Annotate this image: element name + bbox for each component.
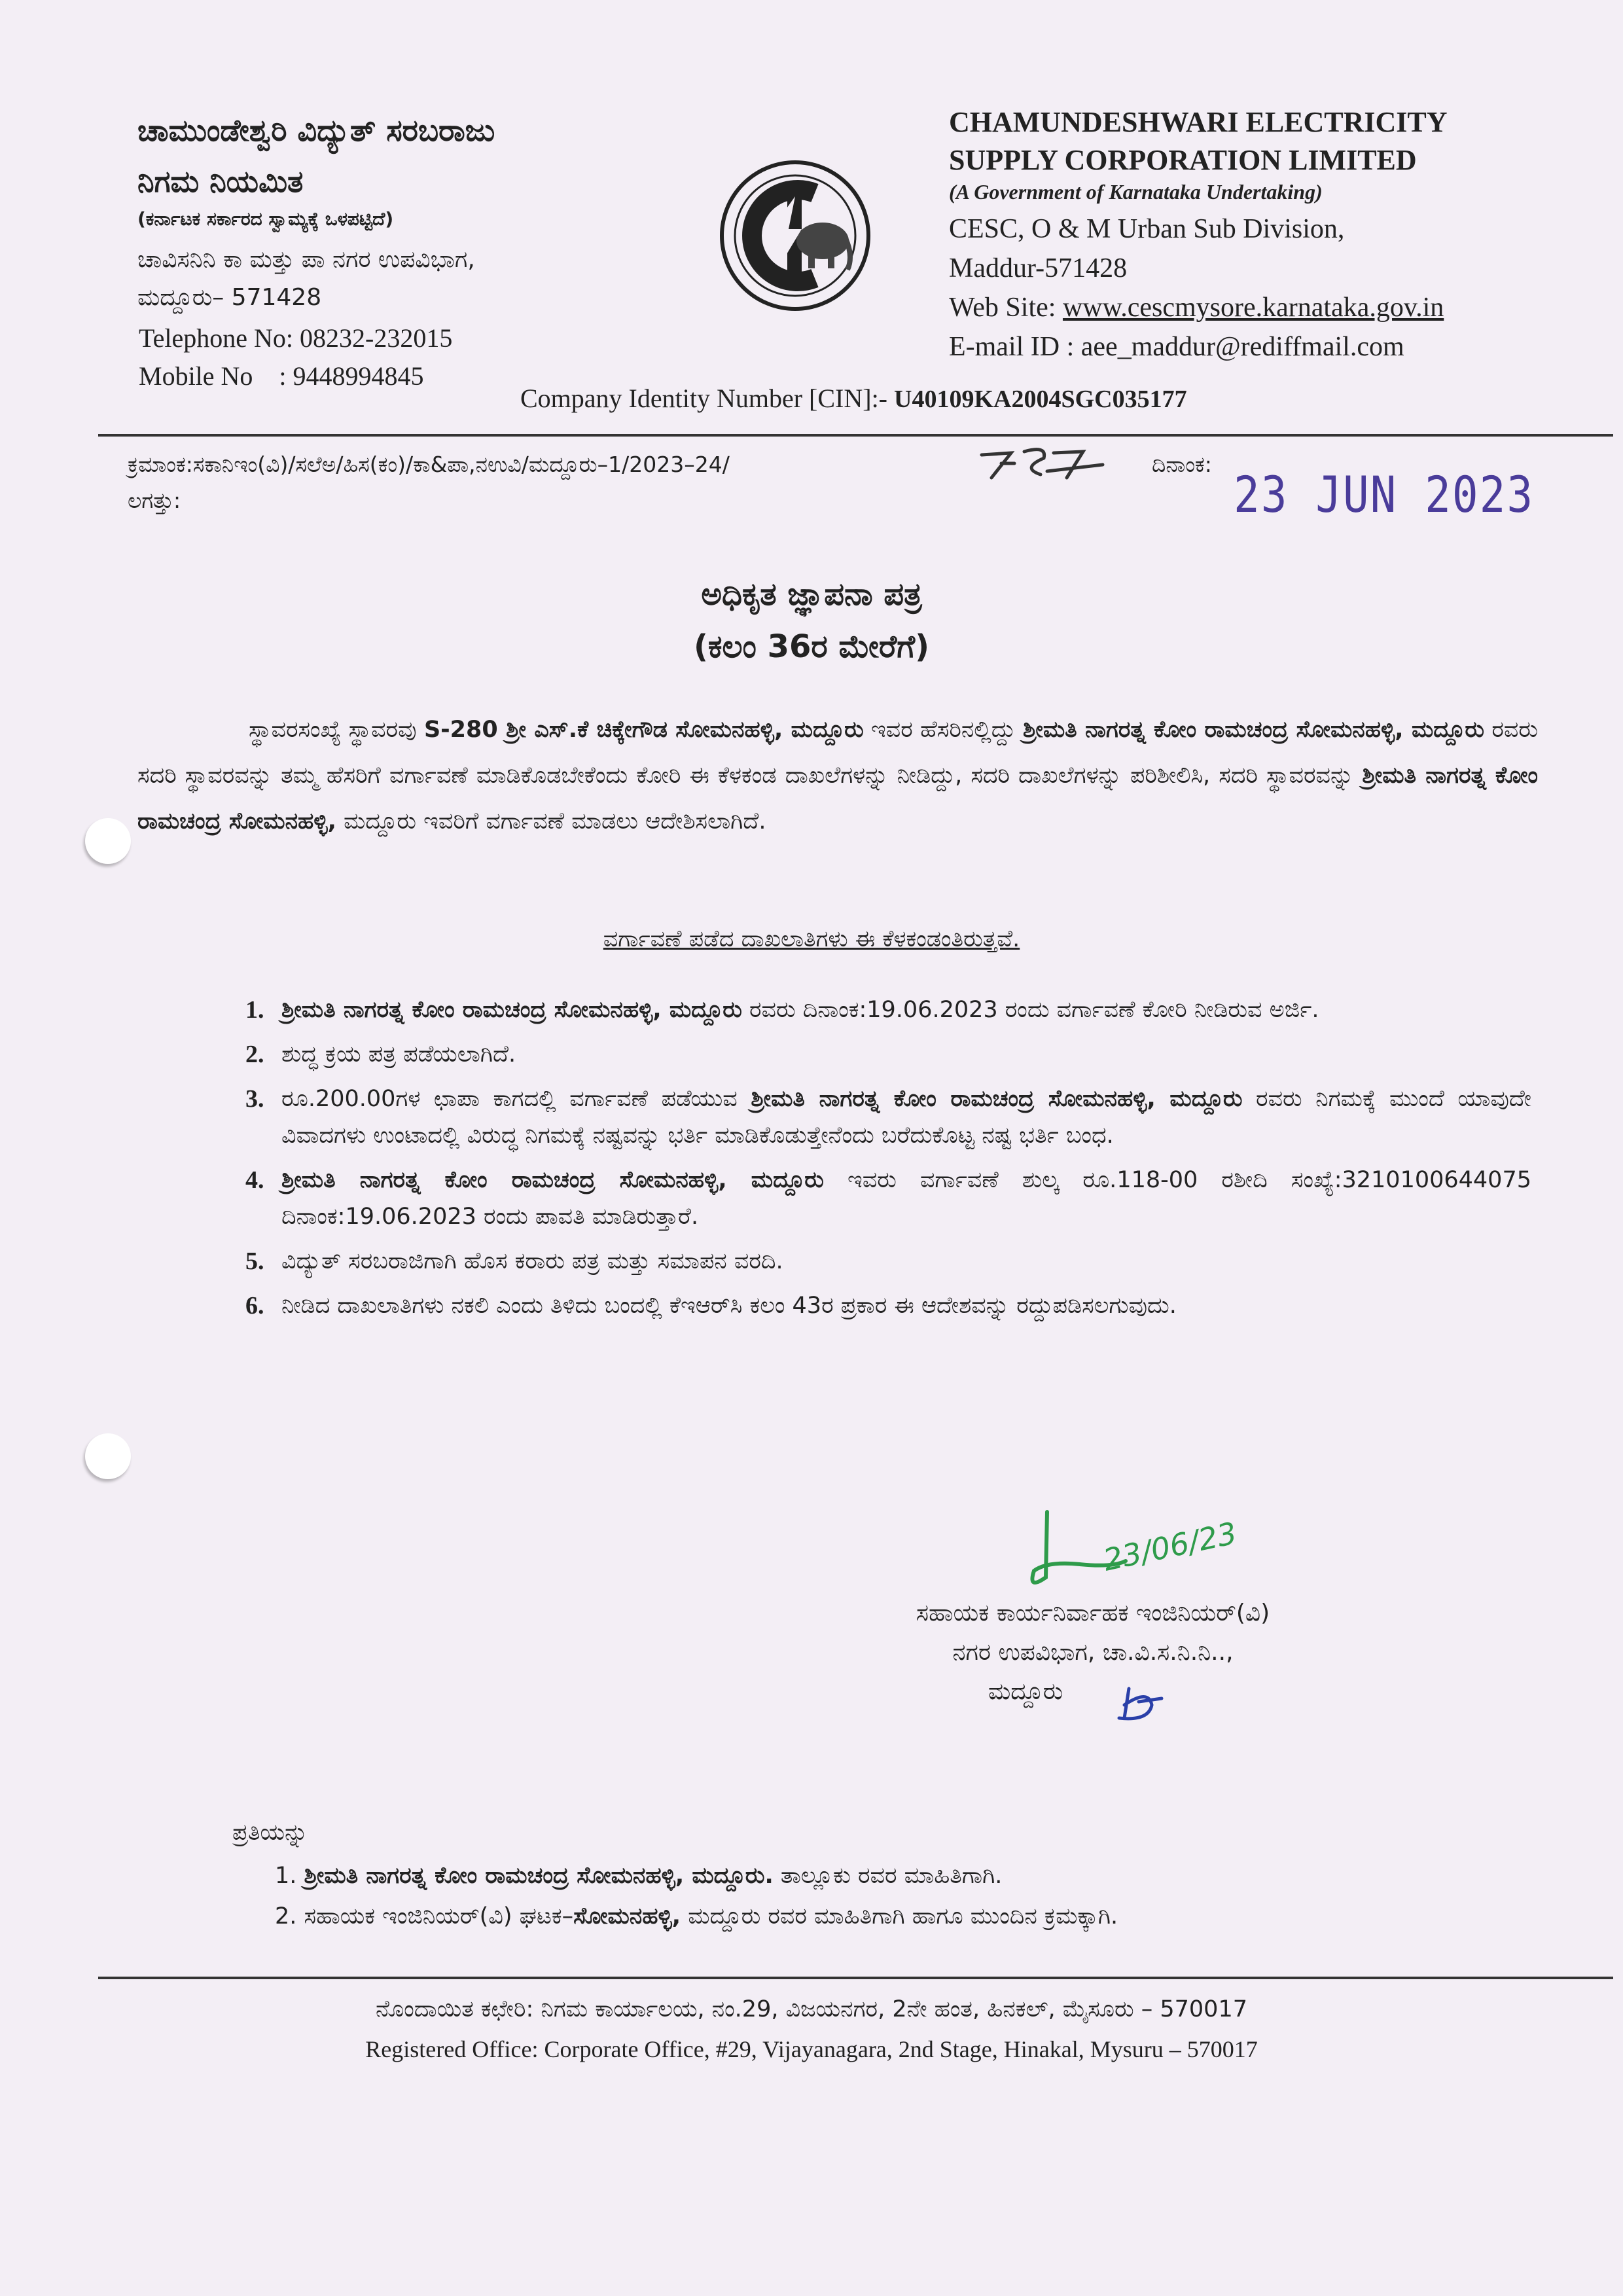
- enclosure-label: ಲಗತ್ತು:: [128, 488, 181, 513]
- punch-hole-bottom: [85, 1433, 131, 1479]
- list-item: [245, 1162, 1531, 1235]
- signatory-office: ನಗರ ಉಪವಿಭಾಗ, ಚಾ.ವಿ.ಸ.ನಿ.ನಿ..,: [952, 1639, 1234, 1666]
- list-item: [275, 1896, 1558, 1937]
- list-item-bold: ಶ್ರೀಮತಿ ನಾಗರತ್ನ ಕೋಂ ರಾಮಚಂದ್ರ ಸೋಮನಹಳ್ಳಿ, ಮದ್ದೂರು: [281, 1167, 824, 1193]
- list-item: [245, 992, 1531, 1028]
- signatory-place: ಮದ್ದೂರು: [988, 1678, 1063, 1705]
- list-item-text: ತಾಲ್ಲೂಕು ರವರ ಮಾಹಿತಿಗಾಗಿ.: [773, 1863, 1003, 1889]
- english-address: [949, 209, 1590, 367]
- para-part-2: S-280 ಶ್ರೀ ಎಸ್.ಕೆ ಚಿಕ್ಕೇಗೌಡ ಸೋಮನಹಳ್ಳಿ, ಮದ್ದೂರು: [423, 717, 864, 743]
- para-part-3: ಇವರ ಹೆಸರಿನಲ್ಲಿದ್ದು: [863, 717, 1024, 743]
- english-address-line2: Maddur-571428: [949, 253, 1128, 283]
- list-item-number: 1.: [245, 996, 264, 1024]
- kannada-org-line2: ನಿಗಮ ನಿಯಮಿತ: [137, 164, 304, 199]
- list-item: [245, 1036, 1531, 1073]
- cin-line: [520, 383, 1187, 414]
- list-item-bold: ಸೋಮನಹಳ್ಳಿ,: [573, 1903, 681, 1929]
- date-label: ದಿನಾಂಕ:: [1152, 452, 1212, 477]
- kannada-org-name: [137, 105, 661, 207]
- copies-heading: ಪ್ರತಿಯನ್ನು: [232, 1820, 308, 1846]
- mobile-number: Mobile No : 9448994845: [139, 361, 424, 391]
- footer-kannada: ನೊಂದಾಯಿತ ಕಛೇರಿ: ನಿಗಮ ಕಾರ್ಯಾಲಯ, ನಂ.29, ವಿಜಯನಗರ, 2ನೇ ಹಂತ, ಹಿನಕಲ್, ಮೈಸೂರು – 570017: [376, 1996, 1247, 2022]
- reference-number: ಕ್ರಮಾಂಕ:ಸಕಾನಿಇಂ(ವಿ)/ಸಲೆಅ/ಹಿಸ(ಕಂ)/ಕಾ&ಪಾ,ನಉವಿ/ಮದ್ದೂರು–1/2023–24/: [128, 452, 730, 477]
- list-item-text: ಶುದ್ಧ ಕ್ರಯ ಪತ್ರ ಪಡೆಯಲಾಗಿದೆ.: [281, 1041, 516, 1067]
- header-divider: [98, 434, 1613, 437]
- documents-heading: ವರ್ಗಾವಣೆ ಪಡೆದ ದಾಖಲಾತಿಗಳು ಈ ಕೆಳಕಂಡಂತಿರುತ್ತವೆ.: [603, 926, 1020, 952]
- website-line: [949, 288, 1590, 327]
- cin-label: Company Identity Number [CIN]:-: [520, 384, 887, 413]
- para-part-7: ಮದ್ದೂರು ಇವರಿಗೆ ವರ್ಗಾವಣೆ ಮಾಡಲು ಆದೇಶಿಸಲಾಗಿದೆ.: [336, 808, 766, 834]
- document-title: ಅಧಿಕೃತ ಜ್ಞಾಪನಾ ಪತ್ರ: [701, 576, 922, 613]
- handwritten-signature-date: 23/06/23: [1100, 1515, 1240, 1578]
- website-label: Web Site:: [949, 293, 1056, 323]
- english-address-line1: CESC, O & M Urban Sub Division,: [949, 214, 1345, 244]
- list-item-bold: ಶ್ರೀಮತಿ ನಾಗರತ್ನ ಕೋಂ ರಾಮಚಂದ್ರ ಸೋಮನಹಳ್ಳಿ, ಮದ್ದೂರು: [751, 1086, 1243, 1112]
- website-link[interactable]: www.cescmysore.karnataka.gov.in: [1062, 293, 1444, 323]
- list-item-pre: ಸಹಾಯಕ ಇಂಜಿನಿಯರ್(ವಿ) ಘಟಕ–: [296, 1903, 574, 1929]
- contact-numbers: [139, 319, 452, 395]
- english-org-line1: CHAMUNDESHWARI ELECTRICITY: [949, 106, 1448, 138]
- kannada-address: [137, 241, 661, 317]
- list-item-number: 1.: [275, 1863, 297, 1889]
- list-item-number: 2.: [275, 1903, 297, 1929]
- telephone-number: Telephone No: 08232-232015: [139, 323, 453, 353]
- footer-english: Registered Office: Corporate Office, #29, Vijayanagara, 2nd Stage, Hinakal, Mysuru – 570017: [365, 2036, 1258, 2062]
- list-item: [275, 1856, 1558, 1896]
- list-item-text: ರವರು ನಿಗಮಕ್ಕೆ ಮುಂದೆ ಯಾವುದೇ ವಿವಾದಗಳು ಉಂಟಾದಲ್ಲಿ ವಿರುದ್ಧ ನಿಗಮಕ್ಕೆ ನಷ್ಟವನ್ನು ಭರ್ತಿ ಮಾಡಿಕೊಡುತ್ತೇನೆಂದು ಬರೆದುಕೊಟ್ಟ ನಷ್ಟ ಭರ್ತಿ ಬಂಧ.: [281, 1086, 1531, 1149]
- kannada-address-line1: ಚಾವಿಸನಿನಿ ಕಾ ಮತ್ತು ಪಾ ನಗರ ಉಪವಿಭಾಗ,: [137, 246, 475, 273]
- email-line: E-mail ID : aee_maddur@rediffmail.com: [949, 332, 1404, 362]
- list-item: [245, 1243, 1531, 1280]
- copies-list: [275, 1856, 1558, 1937]
- list-item-number: 4.: [245, 1166, 264, 1194]
- list-item-text: ಮದ್ದೂರು ರವರ ಮಾಹಿತಿಗಾಗಿ ಹಾಗೂ ಮುಂದಿನ ಕ್ರಮಕ್ಕಾಗಿ.: [681, 1903, 1118, 1929]
- list-item-text: ವಿದ್ಯುತ್ ಸರಬರಾಜಿಗಾಗಿ ಹೊಸ ಕರಾರು ಪತ್ರ ಮತ್ತು ಸಮಾಪನ ವರದಿ.: [281, 1248, 783, 1274]
- signatory-block: [825, 1594, 1361, 1712]
- list-item-text: ಇವರು ವರ್ಗಾವಣೆ ಶುಲ್ಕ ರೂ.118-00 ರಶೀದಿ ಸಂಖ್ಯೆ:3210100644075 ದಿನಾಂಕ:19.06.2023 ರಂದು ಪಾವತಿ ಮಾಡಿರುತ್ತಾರೆ.: [281, 1167, 1531, 1230]
- list-item: [245, 1287, 1531, 1324]
- list-item-number: 5.: [245, 1247, 264, 1275]
- list-item: [245, 1081, 1531, 1154]
- cesc-logo: [717, 157, 874, 314]
- list-item-bold: ಶ್ರೀಮತಿ ನಾಗರತ್ನ ಕೋಂ ರಾಮಚಂದ್ರ ಸೋಮನಹಳ್ಳಿ, ಮದ್ದೂರು: [281, 997, 742, 1023]
- kannada-gov-note: (ಕರ್ನಾಟಕ ಸರ್ಕಾರದ ಸ್ವಾಮ್ಯಕ್ಕೆ ಒಳಪಟ್ಟಿದೆ): [137, 208, 394, 230]
- list-item-text: ನೀಡಿದ ದಾಖಲಾತಿಗಳು ನಕಲಿ ಎಂದು ತಿಳಿದು ಬಂದಲ್ಲಿ ಕೆಇಆರ್‌ಸಿ ಕಲಂ 43ರ ಪ್ರಕಾರ ಈ ಆದೇಶವನ್ನು ರದ್ದುಪಡಿಸಲಗುವುದು.: [281, 1293, 1177, 1319]
- para-part-6: ಶ್ರೀಮತಿ ನಾಗರತ್ನ ಕೋಂ ರಾಮಚಂದ್ರ ಸೋಮನಹಳ್ಳಿ,: [137, 762, 1538, 834]
- para-part-4: ಶ್ರೀಮತಿ ನಾಗರತ್ನ ಕೋಂ ರಾಮಚಂದ್ರ ಸೋಮನಹಳ್ಳಿ, ಮದ್ದೂರು: [1023, 717, 1485, 743]
- para-part-1: ಸ್ಥಾವರಸಂಖ್ಯೆ ಸ್ಥಾವರವು: [249, 717, 424, 743]
- handwritten-reference-scribble: [975, 439, 1106, 484]
- signatory-title: ಸಹಾಯಕ ಕಾರ್ಯನಿರ್ವಾಹಕ ಇಂಜಿನಿಯರ್(ವಿ): [916, 1600, 1270, 1626]
- list-item-pre: ರೂ.200.00ಗಳ ಛಾಪಾ ಕಾಗದಲ್ಲಿ ವರ್ಗಾವಣೆ ಪಡೆಯುವ: [281, 1086, 751, 1112]
- footer-divider: [98, 1977, 1613, 1979]
- kannada-org-line1: ಚಾಮುಂಡೇಶ್ವರಿ ವಿದ್ಯುತ್ ಸರಬರಾಜು: [137, 113, 495, 148]
- list-item-bold: ಶ್ರೀಮತಿ ನಾಗರತ್ನ ಕೋಂ ರಾಮಚಂದ್ರ ಸೋಮನಹಳ್ಳಿ, ಮದ್ದೂರು.: [304, 1863, 774, 1889]
- english-org-name: [949, 103, 1577, 179]
- list-item-number: 2.: [245, 1041, 264, 1068]
- date-stamp: 23 JUN 2023: [1234, 466, 1535, 524]
- document-subtitle: (ಕಲಂ 36ರ ಮೇರೆಗೆ): [693, 628, 930, 665]
- english-gov-note: (A Government of Karnataka Undertaking): [949, 180, 1323, 204]
- punch-hole-top: [85, 818, 131, 864]
- para-part-5: ರವರು ಸದರಿ ಸ್ಥಾವರವನ್ನು ತಮ್ಮ ಹೆಸರಿಗೆ ವರ್ಗಾವಣೆ ಮಾಡಿಕೊಡಬೇಕೆಂದು ಕೋರಿ ಈ ಕೆಳಕಂಡ ದಾಖಲೆಗಳನ್ನು ನೀಡಿದ್ದು, ಸದರಿ ದಾಖಲೆಗಳನ್ನು ಪರಿಶೀಲಿಸಿ, ಸದರಿ ಸ್ಥಾವರವನ್ನು: [137, 717, 1538, 789]
- body-paragraph: [137, 707, 1538, 844]
- list-item-number: 3.: [245, 1085, 264, 1113]
- english-org-line2: SUPPLY CORPORATION LIMITED: [949, 144, 1417, 176]
- kannada-address-line2: ಮದ್ದೂರು– 571428: [137, 284, 322, 311]
- documents-list: [245, 992, 1531, 1332]
- cin-value: U40109KA2004SGC035177: [894, 386, 1187, 413]
- list-item-text: ರವರು ದಿನಾಂಕ:19.06.2023 ರಂದು ವರ್ಗಾವಣೆ ಕೋರಿ ನೀಡಿರುವ ಅರ್ಜಿ.: [741, 997, 1319, 1023]
- list-item-number: 6.: [245, 1292, 264, 1319]
- initials-scribble: [1113, 1682, 1178, 1728]
